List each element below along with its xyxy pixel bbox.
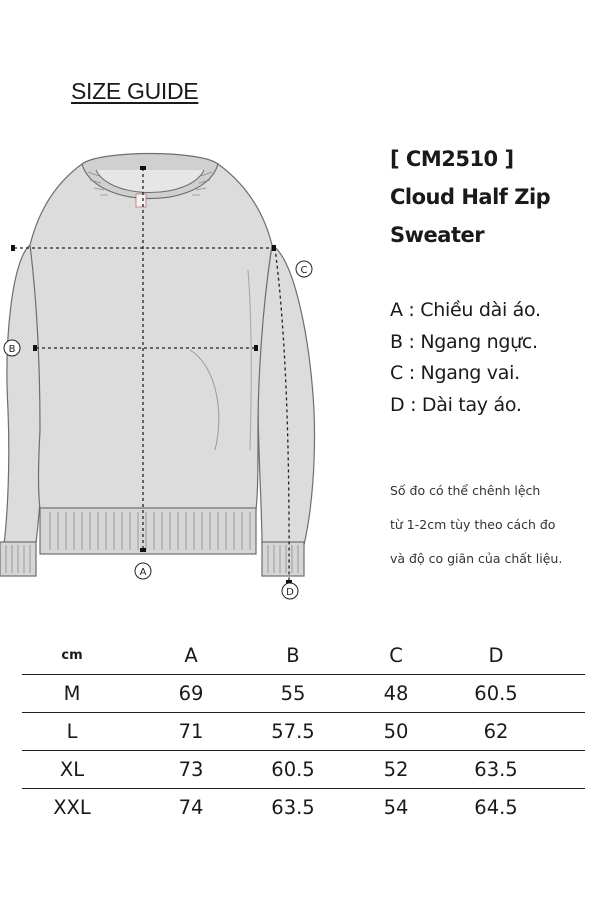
- value-c: 50: [383, 720, 409, 743]
- hem-rib: [40, 508, 256, 554]
- value-b: 55: [280, 682, 306, 705]
- legend-item-d: D : Dài tay áo.: [390, 393, 522, 416]
- marker-d: D: [286, 587, 294, 598]
- sweater-body: [30, 164, 272, 510]
- marker-b: B: [8, 344, 16, 355]
- note-line-1: Số đo có thể chênh lệch: [390, 483, 541, 498]
- header-cell-a: A: [184, 643, 198, 667]
- value-b: 63.5: [271, 796, 315, 819]
- legend-item-a: A : Chiều dài áo.: [390, 299, 541, 321]
- size-label: XXL: [53, 796, 91, 819]
- size-label: M: [63, 682, 81, 705]
- size-label: L: [66, 720, 78, 743]
- value-d: 60.5: [474, 682, 518, 705]
- value-a: 69: [178, 682, 204, 705]
- marker-c: C: [300, 265, 308, 276]
- value-d: 63.5: [474, 758, 518, 781]
- value-d: 64.5: [474, 796, 518, 819]
- header-cell-c: C: [389, 643, 403, 667]
- size-table: [22, 636, 585, 826]
- legend-item-c: C : Ngang vai.: [390, 362, 520, 384]
- header-cell-b: B: [286, 643, 300, 667]
- legend-item-b: B : Ngang ngực.: [390, 330, 538, 353]
- page-title: SIZE GUIDE: [71, 78, 199, 104]
- table-row: [22, 751, 585, 789]
- value-d: 62: [483, 720, 509, 743]
- note-line-3: và độ co giãn của chất liệu.: [390, 551, 563, 566]
- note-line-2: từ 1-2cm tùy theo cách đo: [390, 517, 556, 532]
- value-a: 74: [178, 796, 204, 819]
- header-cell-unit: cm: [61, 647, 83, 663]
- table-row: [22, 675, 585, 713]
- table-row: [22, 789, 585, 826]
- product-code: [ CM2510 ]: [390, 147, 514, 171]
- header-cell-d: D: [488, 643, 504, 667]
- value-b: 57.5: [271, 720, 315, 743]
- sweater-diagram: [0, 150, 330, 610]
- value-b: 60.5: [271, 758, 315, 781]
- measurement-legend: [390, 295, 595, 421]
- measurement-note: [390, 474, 595, 576]
- marker-a: A: [139, 567, 147, 578]
- value-c: 48: [383, 682, 409, 705]
- value-c: 54: [383, 796, 409, 819]
- product-name-line1: Cloud Half Zip: [390, 185, 551, 209]
- table-header-row: [22, 636, 585, 675]
- product-name-line2: Sweater: [390, 223, 485, 247]
- value-a: 71: [178, 720, 204, 743]
- table-row: [22, 713, 585, 751]
- value-a: 73: [178, 758, 204, 781]
- size-label: XL: [59, 758, 85, 781]
- value-c: 52: [383, 758, 409, 781]
- product-heading: [390, 140, 595, 254]
